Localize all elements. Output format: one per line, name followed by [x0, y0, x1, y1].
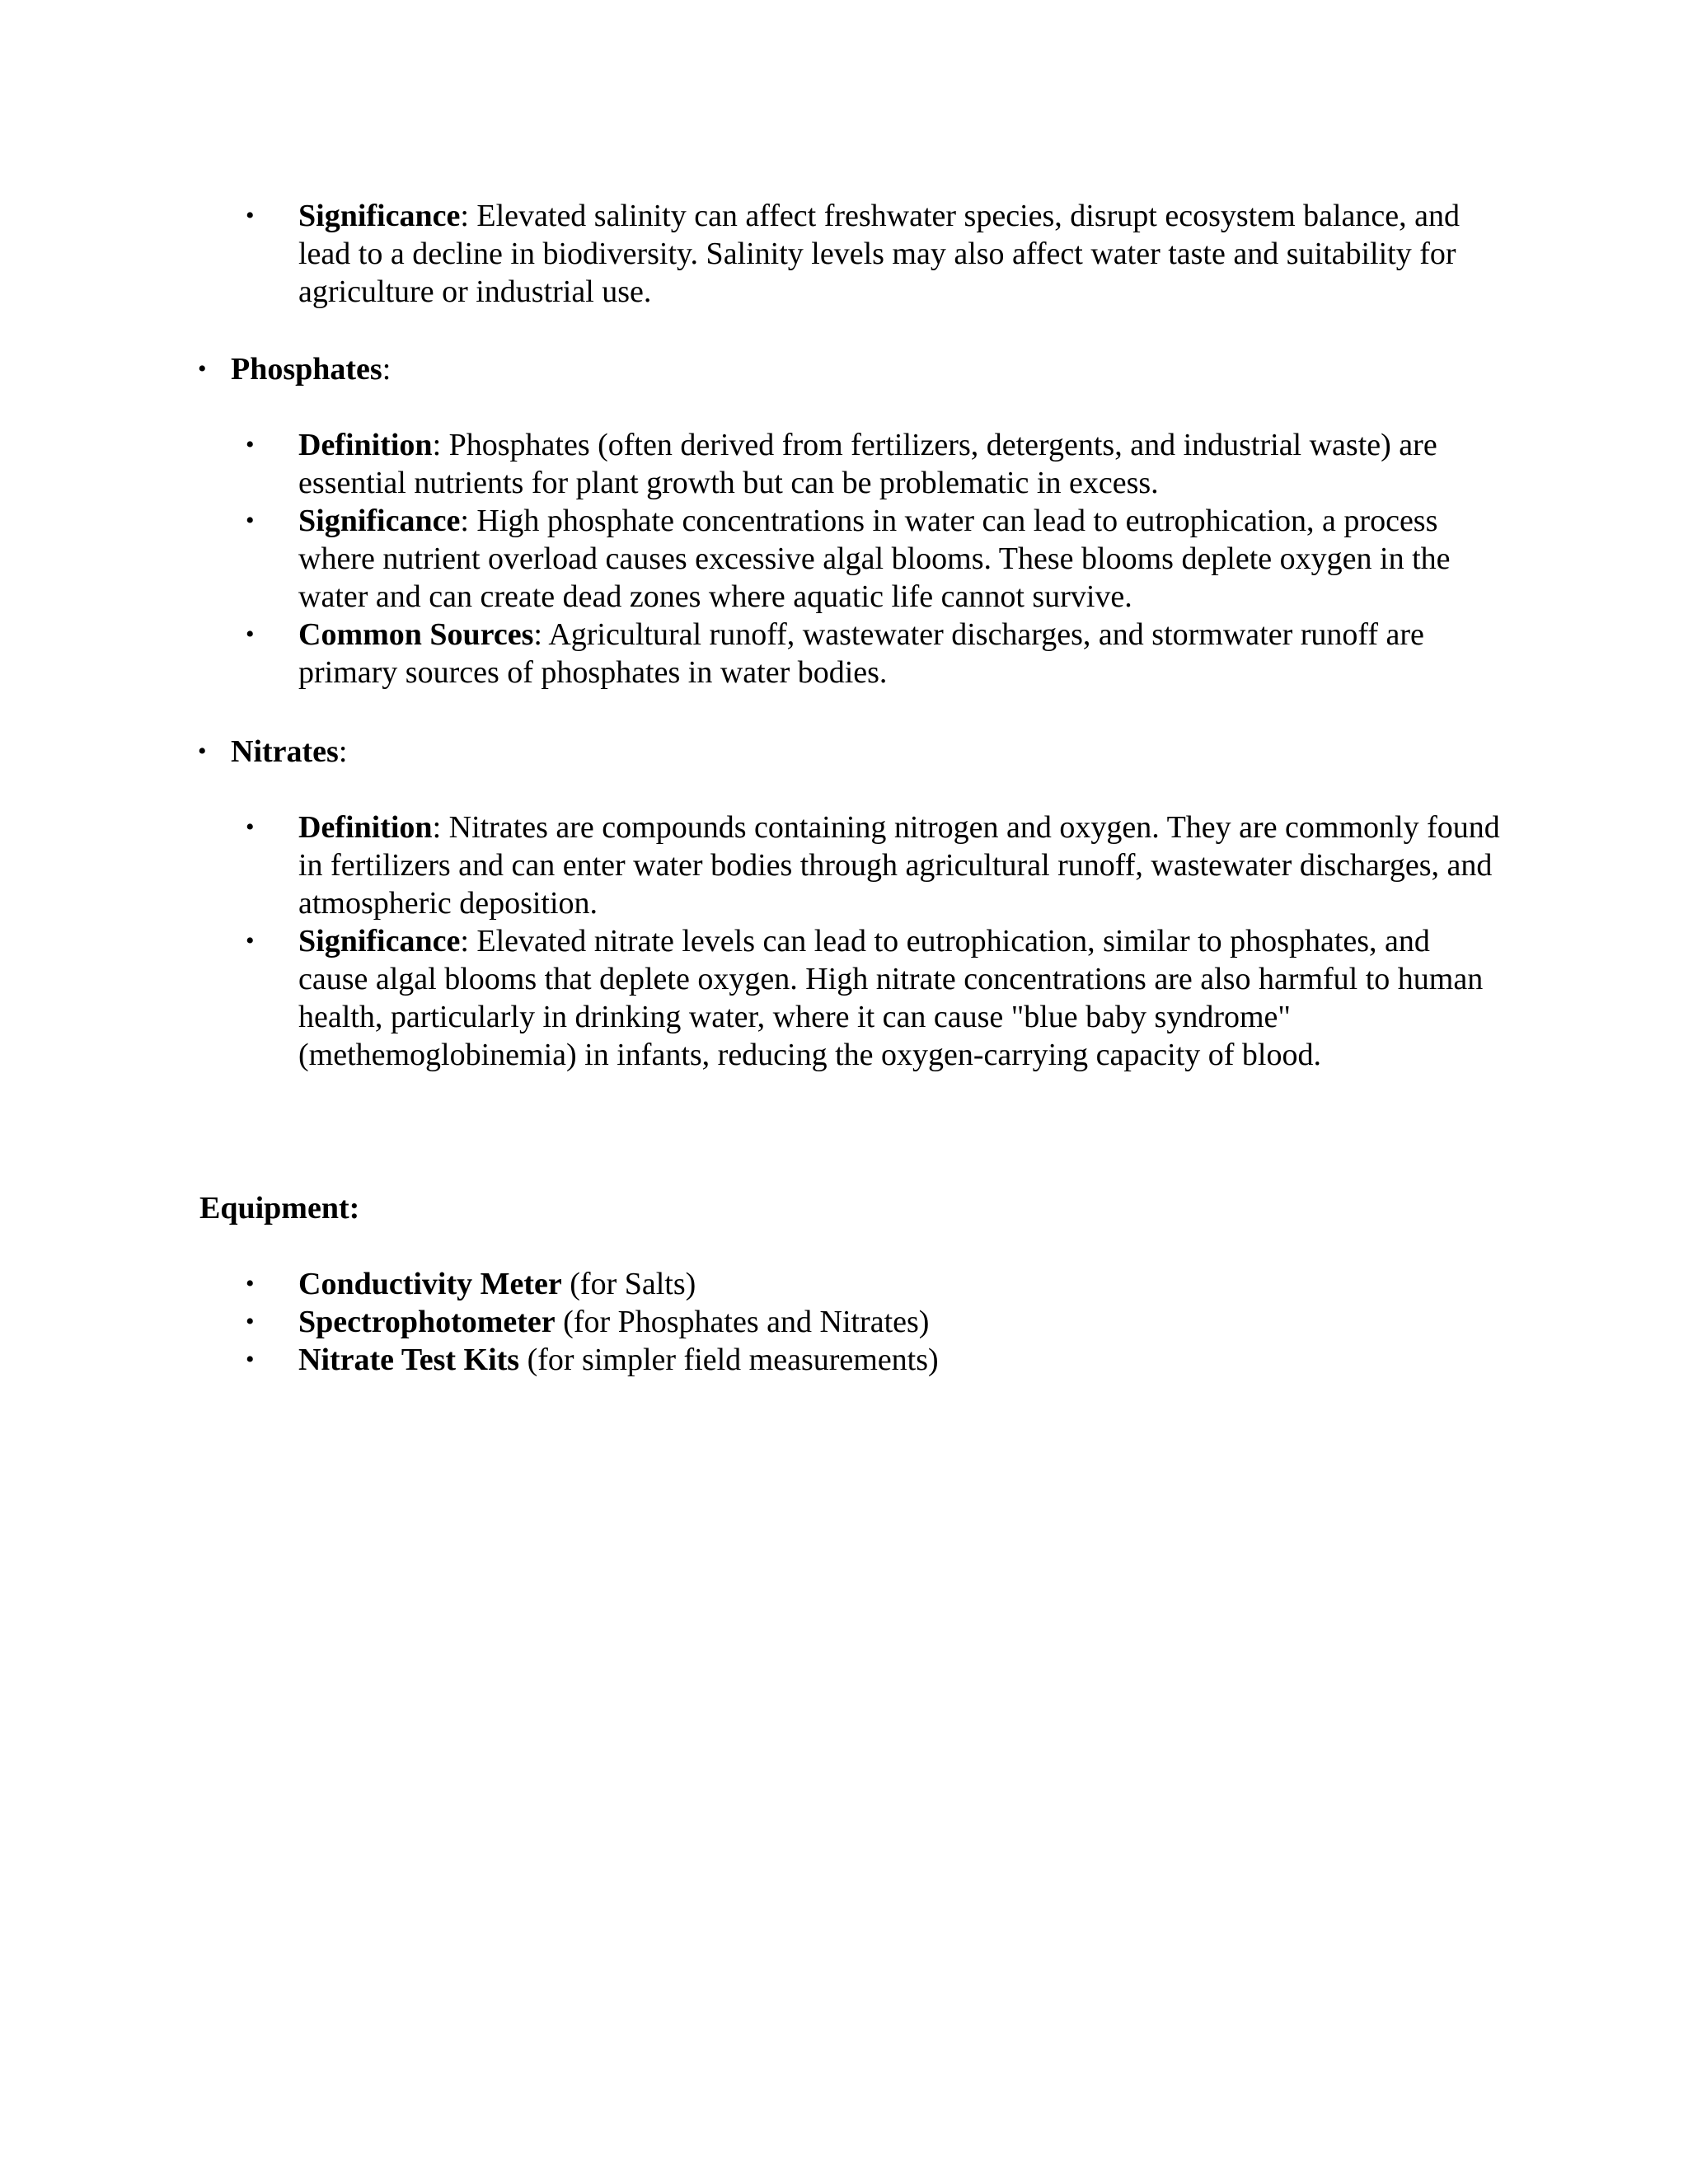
nitrates-significance-text	[298, 922, 1502, 1074]
term-description: : Elevated salinity can affect freshwater species, disrupt ecosystem balance, and lead to a decline in biodiversity. Salinity levels may also affect water taste and suitability for agriculture or industrial use.	[298, 199, 1461, 309]
salinity-significance-text	[298, 197, 1502, 311]
term-description: : Nitrates are compounds containing nitrogen and oxygen. They are commonly found in fertilizers and can enter water bodies through agricultural runoff, wastewater discharges, and atmospheric deposition.	[298, 810, 1500, 921]
bullet: •	[198, 738, 207, 765]
phosphates-sources-text	[298, 616, 1502, 691]
equipment-item-text	[298, 1341, 1502, 1379]
term-label: Significance	[298, 199, 461, 233]
equipment-note: (for Phosphates and Nitrates)	[555, 1305, 930, 1339]
equipment-item-text	[298, 1303, 1502, 1341]
term-description: : High phosphate concentrations in water can lead to eutrophication, a process where nutrient overload causes excessive algal blooms. These blooms deplete oxygen in the water and can create dead zones where aquatic life cannot survive.	[298, 504, 1451, 614]
nitrates-definition-text	[298, 808, 1502, 922]
phosphates-significance-text	[298, 502, 1502, 616]
phosphates-definition-text	[298, 426, 1502, 502]
term-label: Common Sources	[298, 617, 534, 652]
section-colon: :	[382, 352, 392, 387]
bullet: •	[246, 621, 255, 648]
equipment-name: Spectrophotometer	[298, 1305, 556, 1339]
equipment-name: Nitrate Test Kits	[298, 1343, 520, 1377]
phosphates-heading	[231, 350, 1467, 388]
nitrates-heading	[231, 733, 1467, 771]
term-label: Significance	[298, 924, 461, 958]
term-label: Definition	[298, 428, 433, 462]
section-colon: :	[338, 734, 348, 769]
bullet: •	[246, 813, 255, 841]
term-description: : Phosphates (often derived from fertilizers, detergents, and industrial waste) are essential nutrients for plant growth but can be problematic in excess.	[298, 428, 1437, 500]
term-description: : Agricultural runoff, wastewater discharges, and stormwater runoff are primary sources of phosphates in water bodies.	[298, 617, 1424, 690]
bullet: •	[246, 431, 255, 458]
bullet: •	[246, 927, 255, 954]
bullet: •	[246, 507, 255, 534]
bullet: •	[198, 355, 207, 382]
term-label: Significance	[298, 504, 461, 538]
bullet: •	[246, 1346, 255, 1373]
term-description: : Elevated nitrate levels can lead to eutrophication, similar to phosphates, and cause algal blooms that deplete oxygen. High nitrate concentrations are also harmful to human health, particularly in drinking water, where it can cause "blue baby syndrome" (methemoglobinemia) in infants, reducing the oxygen-carrying capacity of blood.	[298, 924, 1484, 1072]
term-label: Definition	[298, 810, 433, 845]
equipment-item-text	[298, 1265, 1502, 1303]
bullet: •	[246, 202, 255, 229]
bullet: •	[246, 1308, 255, 1335]
equipment-note: (for Salts)	[561, 1267, 696, 1301]
bullet: •	[246, 1270, 255, 1297]
equipment-name: Conductivity Meter	[298, 1267, 562, 1301]
equipment-note: (for simpler field measurements)	[519, 1343, 939, 1377]
section-title: Nitrates	[231, 734, 339, 769]
equipment-heading: Equipment:	[199, 1191, 360, 1226]
section-title: Phosphates	[231, 352, 382, 387]
